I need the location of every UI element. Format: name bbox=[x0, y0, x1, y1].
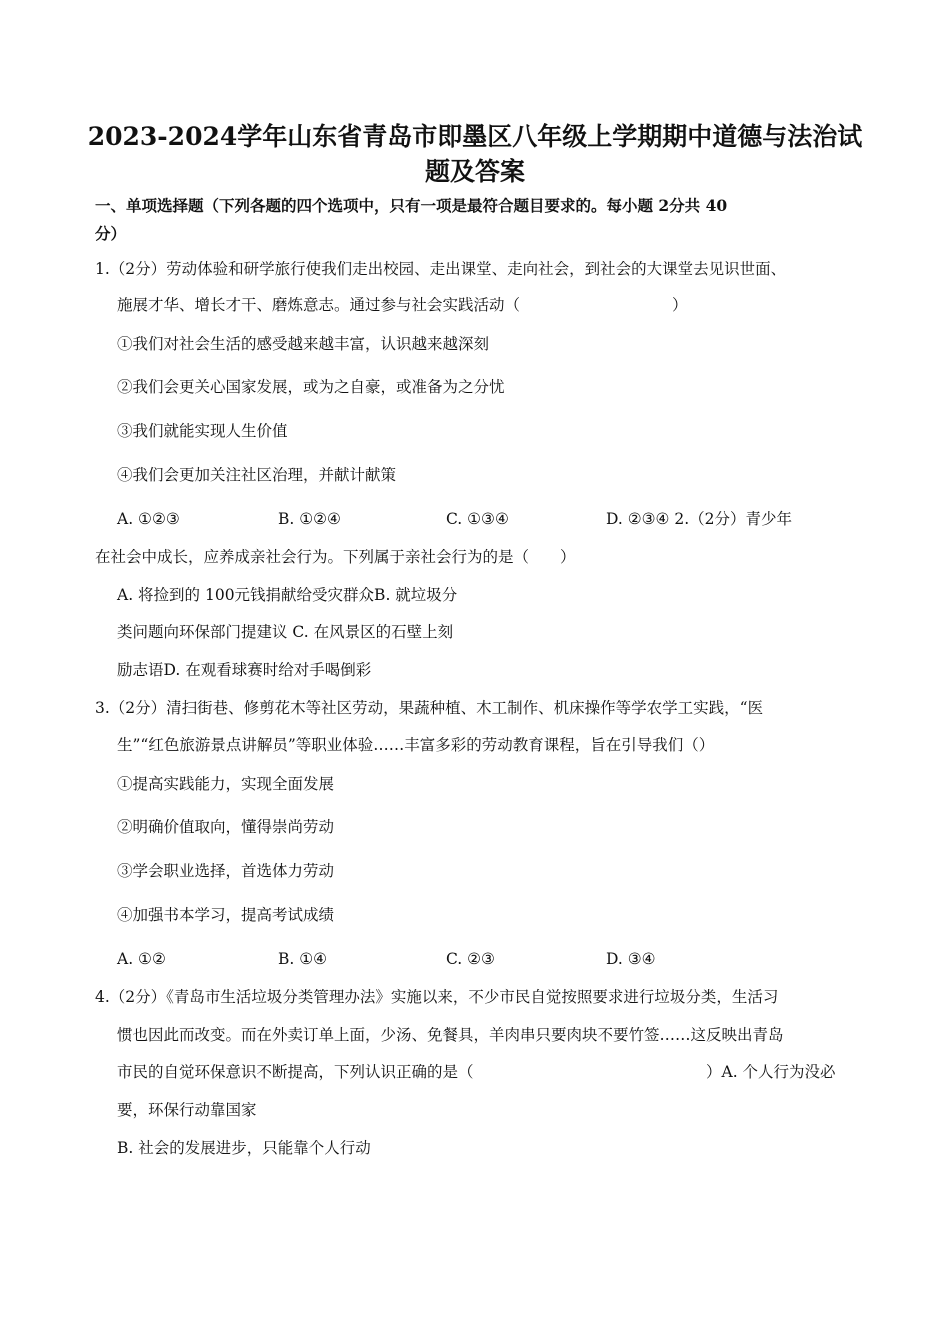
q4-stem-line-1: 4.（2分）《青岛市生活垃圾分类管理办法》实施以来，不少市民自觉按照要求进行垃圾分类，生活习 bbox=[95, 988, 779, 1006]
q3-option-d: D. ③④ bbox=[606, 950, 656, 968]
q3-option-b: B. ①④ bbox=[278, 950, 328, 968]
q1-stem-line-1: 1.（2分）劳动体验和研学旅行使我们走出校园、走出课堂、走向社会，到社会的大课堂去见识世面、 bbox=[95, 260, 787, 278]
q1-statement-4: ④我们会更加关注社区治理，并献计献策 bbox=[117, 466, 397, 484]
q2-options-line-2: 类问题向环保部门提建议 C. 在风景区的石壁上刻 bbox=[117, 623, 454, 641]
q1-statement-3: ③我们就能实现人生价值 bbox=[117, 422, 288, 440]
document-title-line-1: 2023-2024学年山东省青岛市即墨区八年级上学期期中道德与法治试 bbox=[87, 122, 863, 151]
q3-option-a: A. ①② bbox=[117, 950, 166, 968]
q3-stem-line-2: 生”“红色旅游景点讲解员”等职业体验……丰富多彩的劳动教育课程，旨在引导我们（） bbox=[117, 736, 715, 754]
q1-option-d: D. ②③④ 2.（2分）青少年 bbox=[606, 510, 792, 528]
q3-statement-1: ①提高实践能力，实现全面发展 bbox=[117, 775, 335, 793]
q4-option-a-end: 要，环保行动靠国家 bbox=[117, 1101, 257, 1119]
section-heading-line-1: 一、单项选择题（下列各题的四个选项中，只有一项是最符合题目要求的。每小题 2分共 40 bbox=[95, 196, 728, 215]
q4-stem-line-2: 惯也因此而改变。而在外卖订单上面，少汤、免餐具，羊肉串只要肉块不要竹签……这反映出青岛 bbox=[117, 1026, 784, 1044]
q1-statement-2: ②我们会更关心国家发展，或为之自豪，或准备为之分忧 bbox=[117, 378, 505, 396]
section-heading-line-2: 分） bbox=[95, 224, 127, 243]
q2-options-line-3: 励志语D. 在观看球赛时给对手喝倒彩 bbox=[117, 661, 372, 679]
q4-option-b: B. 社会的发展进步，只能靠个人行动 bbox=[117, 1139, 371, 1157]
q1-option-b: B. ①②④ bbox=[278, 510, 341, 528]
q3-statement-2: ②明确价值取向，懂得崇尚劳动 bbox=[117, 818, 335, 836]
q1-option-a: A. ①②③ bbox=[117, 510, 180, 528]
q1-option-c: C. ①③④ bbox=[446, 510, 509, 528]
q3-statement-3: ③学会职业选择，首选体力劳动 bbox=[117, 862, 335, 880]
q1-paren-close: ） bbox=[672, 296, 688, 314]
q4-option-a-start: ）A. 个人行为没必 bbox=[706, 1063, 836, 1081]
document-title-line-2: 题及答案 bbox=[424, 157, 525, 186]
q1-stem-line-2: 施展才华、增长才干、磨炼意志。通过参与社会实践活动（ bbox=[117, 296, 521, 314]
q3-option-c: C. ②③ bbox=[446, 950, 495, 968]
q2-options-line-1: A. 将捡到的 100元钱捐献给受灾群众B. 就垃圾分 bbox=[117, 586, 458, 604]
q4-stem-line-3: 市民的自觉环保意识不断提高，下列认识正确的是（ bbox=[117, 1063, 474, 1081]
q3-stem-line-1: 3.（2分）清扫街巷、修剪花木等社区劳动，果蔬种植、木工制作、机床操作等学农学工实践，“医 bbox=[95, 699, 764, 717]
q2-stem-line: 在社会中成长，应养成亲社会行为。下列属于亲社会行为的是（ ） bbox=[95, 548, 576, 566]
q3-statement-4: ④加强书本学习，提高考试成绩 bbox=[117, 906, 335, 924]
q1-statement-1: ①我们对社会生活的感受越来越丰富，认识越来越深刻 bbox=[117, 335, 490, 353]
